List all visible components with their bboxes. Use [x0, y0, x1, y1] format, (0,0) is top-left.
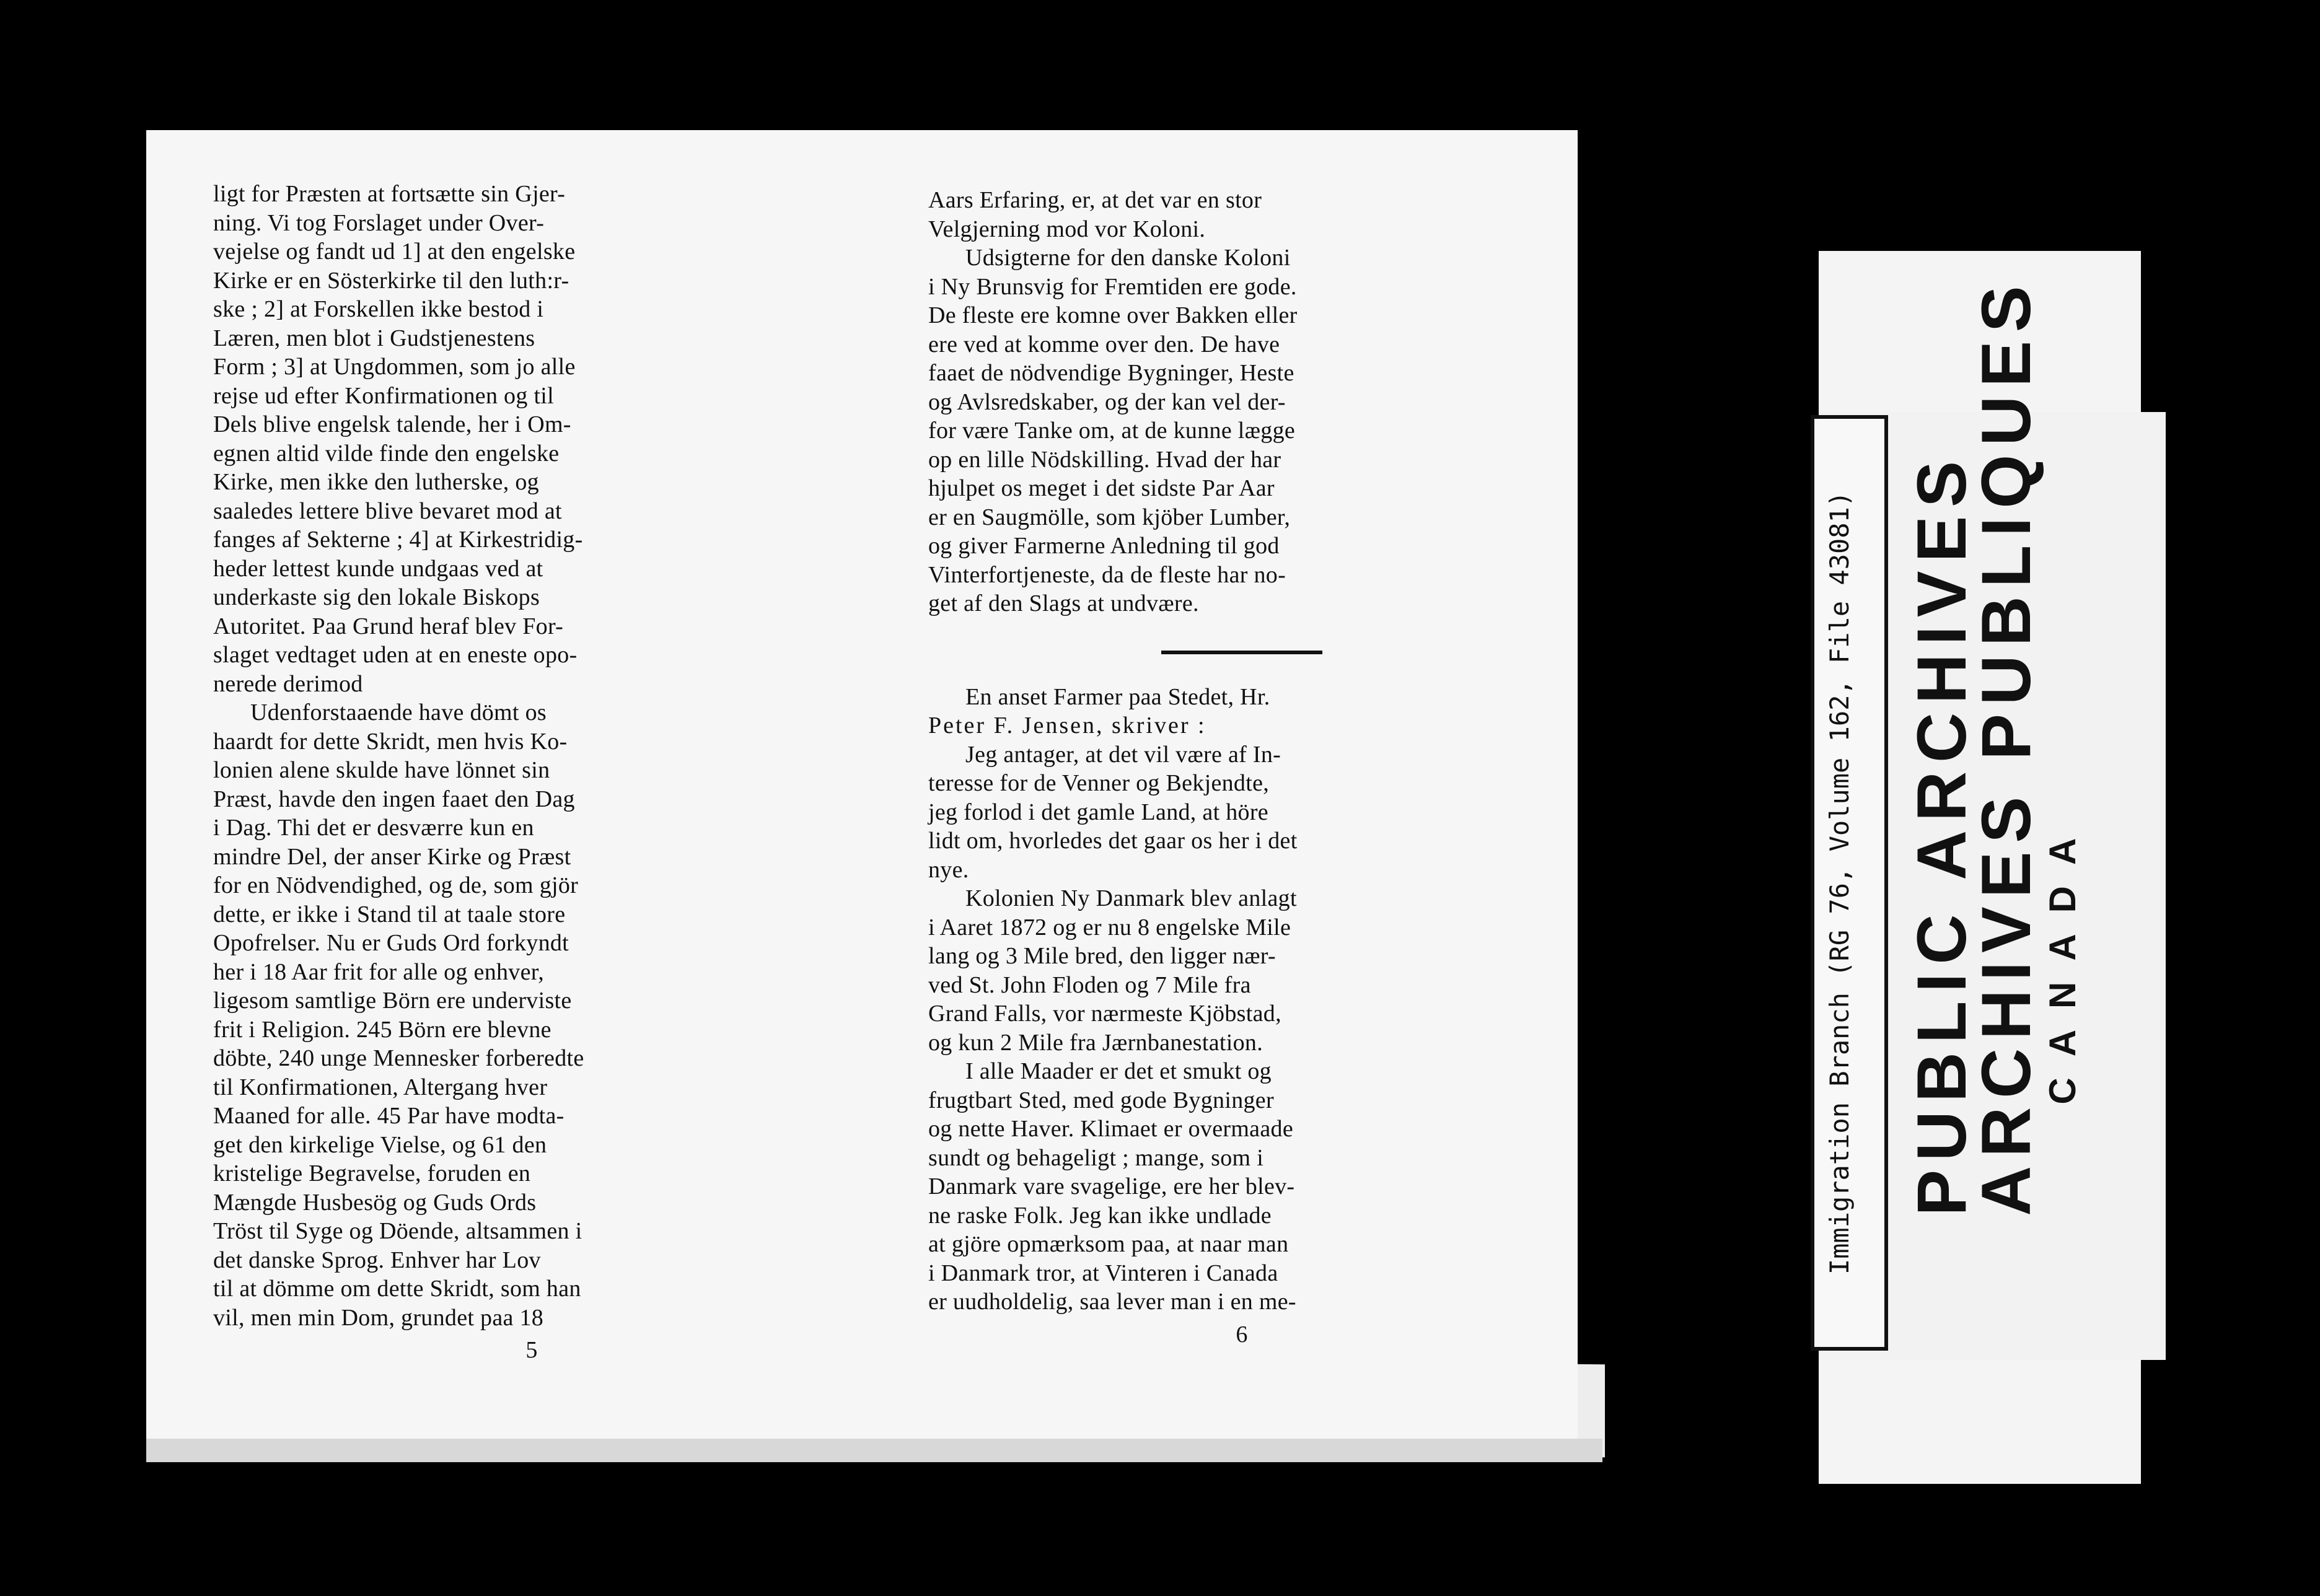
text-line: faaet de nödvendige Bygninger, Heste: [928, 360, 1294, 386]
text-line: frugtbart Sted, med gode Bygninger: [928, 1087, 1274, 1113]
text-line: Maaned for alle. 45 Par have modta-: [213, 1103, 565, 1129]
text-line: nye.: [928, 856, 969, 883]
text-line: Mængde Husbesög og Guds Ords: [213, 1189, 537, 1216]
left-para2: [213, 698, 850, 1332]
text-line: og giver Farmerne Anledning til god: [928, 533, 1280, 559]
text-line: Kolonien Ny Danmark blev anlagt: [965, 885, 1297, 911]
text-line: og kun 2 Mile fra Jærnbanestation.: [928, 1029, 1263, 1056]
text-line: her i 18 Aar frit for alle og enhver,: [213, 958, 544, 985]
text-line: Kirke, men ikke den lutherske, og: [213, 469, 539, 495]
text-line: Autoritet. Paa Grund heraf blev For-: [213, 613, 564, 639]
text-line: Dels blive engelsk talende, her i Om-: [213, 411, 571, 437]
page-number-right: 6: [1236, 1321, 1248, 1348]
text-line: op en lille Nödskilling. Hvad der har: [928, 446, 1281, 473]
text-line: vejelse og fandt ud 1] at den engelske: [213, 239, 576, 265]
text-line: Danmark vare svagelige, ere her blev-: [928, 1173, 1295, 1199]
text-line: Læren, men blot i Gudstjenestens: [213, 325, 535, 351]
text-line: i Aaret 1872 og er nu 8 engelske Mile: [928, 914, 1291, 940]
text-line: mindre Del, der anser Kirke og Præst: [213, 843, 571, 870]
text-line: til Konfirmationen, Altergang hver: [213, 1074, 548, 1100]
text-line: vil, men min Dom, grundet paa 18: [213, 1304, 544, 1331]
text-line: til at dömme om dette Skridt, som han: [213, 1276, 581, 1302]
text-line: underkaste sig den lokale Biskops: [213, 584, 540, 610]
text-line: haardt for dette Skridt, men hvis Ko-: [213, 728, 568, 755]
text-line: nerede derimod: [213, 670, 363, 697]
section-rule: [1161, 651, 1322, 654]
text-line: teresse for de Venner og Bekjendte,: [928, 770, 1270, 796]
stamp-line-publiques: ARCHIVES PUBLIQUES: [1967, 277, 2045, 1216]
text-line: Aars Erfaring, er, at det var en stor: [928, 187, 1262, 213]
text-line: Kirke er en Sösterkirke til den luth:r-: [213, 267, 569, 294]
right-para6: [928, 1057, 1555, 1317]
text-line: Opofrelser. Nu er Guds Ord forkyndt: [213, 930, 569, 956]
archive-reference: Immigration Branch (RG 76, Volume 162, File 43081): [1824, 491, 1855, 1275]
text-line: slaget vedtaget uden at en eneste opo-: [213, 642, 578, 668]
text-line: er uudholdelig, saa lever man i en me-: [928, 1289, 1296, 1315]
text-line: sundt og behageligt ; mange, som i: [928, 1144, 1264, 1171]
text-line: ske ; 2] at Forskellen ikke bestod i: [213, 296, 544, 322]
text-line: det danske Sprog. Enhver har Lov: [213, 1247, 541, 1273]
stamp-line-canada: CANADA: [2042, 817, 2083, 1105]
text-line: ligt for Præsten at fortsætte sin Gjer-: [213, 181, 566, 207]
text-line: get af den Slags at undvære.: [928, 590, 1199, 616]
text-line: fanges af Sekterne ; 4] at Kirkestridig-: [213, 527, 583, 553]
text-line: jeg forlod i det gamle Land, at höre: [928, 799, 1268, 825]
left-page: [213, 180, 850, 1365]
text-line: hjulpet os meget i det sidste Par Aar: [928, 475, 1275, 501]
text-line: dette, er ikke i Stand til at taale store: [213, 901, 566, 927]
text-line: for være Tanke om, at de kunne lægge: [928, 418, 1296, 444]
text-line: Peter F. Jensen, skriver :: [928, 712, 1206, 739]
right-para3: [928, 683, 1555, 740]
text-line: Jeg antager, at det vil være af In-: [965, 741, 1281, 768]
text-line: I alle Maader er det et smukt og: [965, 1058, 1272, 1084]
text-line: get den kirkelige Vielse, og 61 den: [213, 1131, 547, 1158]
text-line: ne raske Folk. Jeg kan ikke undlade: [928, 1202, 1272, 1229]
left-para1: [213, 180, 850, 698]
text-line: egnen altid vilde finde den engelske: [213, 440, 560, 467]
text-line: og nette Haver. Klimaet er overmaade: [928, 1116, 1293, 1142]
text-line: lonien alene skulde have lönnet sin: [213, 757, 550, 783]
right-para1: [928, 186, 1555, 243]
text-line: Form ; 3] at Ungdommen, som jo alle: [213, 354, 576, 380]
text-line: De fleste ere komne over Bakken eller: [928, 302, 1298, 328]
text-line: Grand Falls, vor nærmeste Kjöbstad,: [928, 1001, 1281, 1027]
right-page: [928, 186, 1555, 1349]
text-line: lidt om, hvorledes det gaar os her i det: [928, 828, 1298, 854]
text-line: lang og 3 Mile bred, den ligger nær-: [928, 943, 1276, 969]
text-line: rejse ud efter Konfirmationen og til: [213, 382, 555, 409]
text-line: Præst, havde den ingen faaet den Dag: [213, 786, 575, 812]
text-line: ved St. John Floden og 7 Mile fra: [928, 971, 1251, 998]
text-line: ning. Vi tog Forslaget under Over-: [213, 209, 545, 236]
right-para4: [928, 740, 1555, 885]
text-line: saaledes lettere blive bevaret mod at: [213, 498, 562, 524]
text-line: heder lettest kunde undgaas ved at: [213, 555, 543, 582]
text-line: i Ny Brunsvig for Fremtiden ere gode.: [928, 273, 1297, 300]
text-line: at gjöre opmærksom paa, at naar man: [928, 1231, 1289, 1257]
archives-stamp: [1903, 277, 2087, 1216]
text-line: En anset Farmer paa Stedet, Hr.: [965, 683, 1270, 710]
text-line: Tröst til Syge og Döende, altsammen i: [213, 1218, 582, 1244]
text-line: Udenforstaaende have dömt os: [250, 699, 547, 726]
text-line: ligesom samtlige Börn ere underviste: [213, 988, 572, 1014]
stamp-line-public: PUBLIC ARCHIVES: [1903, 452, 1980, 1216]
text-line: i Danmark tror, at Vinteren i Canada: [928, 1260, 1278, 1286]
text-line: frit i Religion. 245 Börn ere blevne: [213, 1016, 551, 1043]
text-line: og Avlsredskaber, og der kan vel der-: [928, 388, 1286, 415]
right-para2: [928, 243, 1555, 618]
text-line: döbte, 240 unge Mennesker forberedte: [213, 1045, 584, 1071]
text-line: kristelige Begravelse, foruden en: [213, 1160, 531, 1186]
text-line: Udsigterne for den danske Koloni: [965, 245, 1291, 271]
text-line: Vinterfortjeneste, da de fleste har no-: [928, 561, 1286, 588]
page-number-left: 5: [525, 1337, 538, 1363]
text-line: er en Saugmölle, som kjöber Lumber,: [928, 504, 1291, 530]
text-line: i Dag. Thi det er desværre kun en: [213, 815, 534, 841]
text-line: for en Nödvendighed, og de, som gjör: [213, 872, 579, 898]
text-line: Velgjerning mod vor Koloni.: [928, 216, 1206, 242]
open-booklet: [146, 130, 1578, 1444]
text-line: ere ved at komme over den. De have: [928, 331, 1280, 357]
right-para5: [928, 884, 1555, 1057]
